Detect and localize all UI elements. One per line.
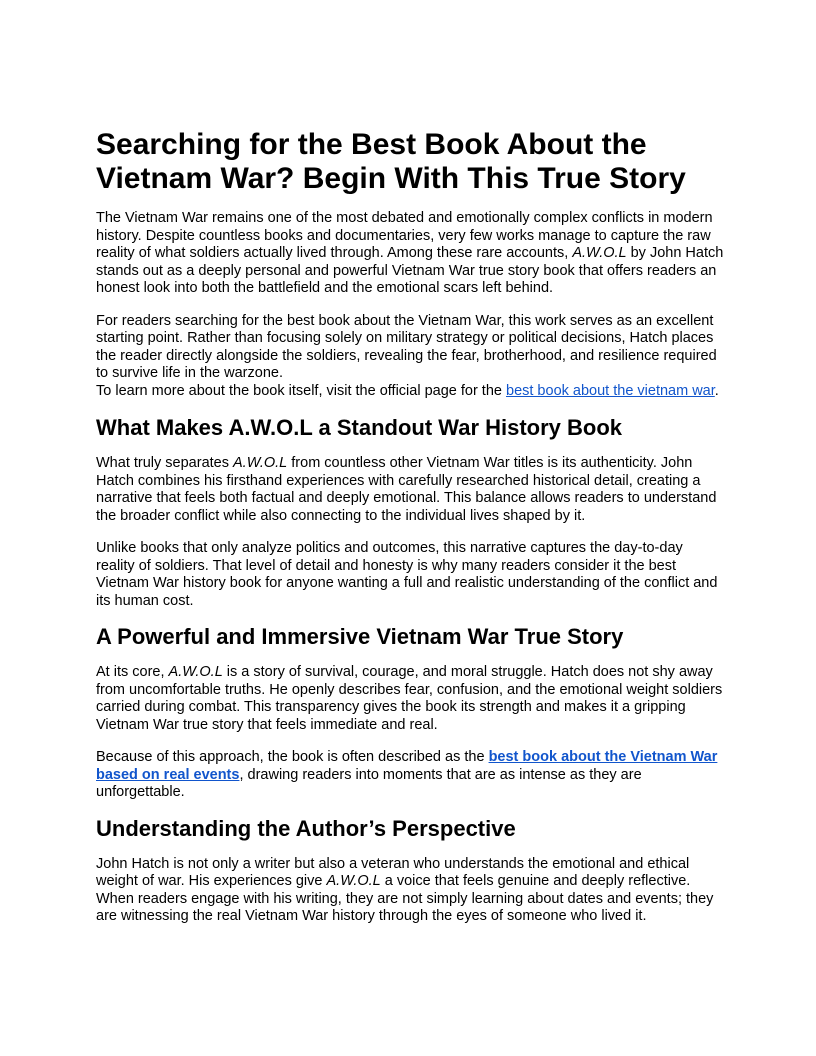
section-heading-standout: What Makes A.W.O.L a Standout War History Book — [96, 415, 623, 440]
section2-p2-text-start: Because of this approach, the book is often described as the — [96, 749, 489, 765]
intro-paragraph-1 — [96, 210, 724, 298]
best-book-real-events-link[interactable]: best book about the Vietnam War based on real events — [96, 749, 718, 783]
section2-p2-text-end: , drawing readers into moments that are as intense as they are unforgettable. — [96, 766, 642, 800]
intro-p1-text-end: by John Hatch stands out as a deeply personal and powerful Vietnam War true story book that offers readers an honest look into both the battlefield and the emotional scars left behind. — [96, 245, 724, 296]
intro-p3-text-end: . — [714, 382, 719, 399]
section1-p1-text-end: from countless other Vietnam War titles is its authenticity. John Hatch combines his firsthand experiences with carefully researched historical detail, creating a narrative that feels both factual and deeply emotional. This balance allows readers to understand the broader conflict while also connecting to the individual lives shaped by it. — [96, 455, 717, 524]
book-title-italic: A.W.O.L — [572, 245, 627, 261]
section2-p1-text-end: is a story of survival, courage, and moral struggle. Hatch does not shy away from uncomfortable truths. He openly describes fear, confusion, and the emotional weight soldiers carried during combat. This transparency gives the book its strength and makes it a gripping Vietnam War true story that feels immediate and real. — [96, 664, 723, 733]
book-title-italic: A.W.O.L — [233, 455, 288, 471]
section2-paragraph-2 — [96, 749, 724, 802]
section2-p1-text-start: At its core, — [96, 664, 169, 680]
section3-p1-text-end: a voice that feels genuine and deeply reflective. When readers engage with his writing, they are not simply learning about dates and events; they are witnessing the real Vietnam War history through the eyes of someone who lived it. — [96, 873, 714, 924]
book-title-italic: A.W.O.L — [168, 664, 223, 680]
section3-p1-text-start: John Hatch is not only a writer but also a veteran who understands the emotional and ethical weight of war. His experiences give — [96, 855, 690, 889]
section1-paragraph-1 — [96, 455, 724, 525]
book-title-italic: A.W.O.L — [326, 873, 381, 889]
page-title: Searching for the Best Book About the Vietnam War? Begin With This True Story — [96, 128, 686, 195]
intro-paragraph-2: For readers searching for the best book about the Vietnam War, this work serves as an excellent starting point. Rather than focusing solely on military strategy or political decisions, Hatch places the reader directly alongside the soldiers, revealing the fear, brotherhood, and resilience required to survive life in the warzone. — [96, 312, 717, 381]
intro-p1-text-start: The Vietnam War remains one of the most debated and emotionally complex conflicts in modern history. Despite countless books and documentaries, very few works manage to capture the raw reality of what soldiers actually lived through. Among these rare accounts, — [96, 210, 713, 261]
section3-paragraph-1 — [96, 856, 724, 926]
document-page — [96, 128, 724, 926]
best-book-link[interactable]: best book about the vietnam war — [506, 382, 715, 399]
intro-paragraph-3 — [96, 383, 724, 401]
section1-paragraph-2: Unlike books that only analyze politics and outcomes, this narrative captures the day-to-day reality of soldiers. That level of detail and honesty is why many readers consider it the best Vietnam War history book for anyone wanting a full and realistic understanding of the conflict and its human cost. — [96, 540, 718, 609]
section-heading-immersive: A Powerful and Immersive Vietnam War True Story — [96, 624, 624, 649]
section1-p1-text-start: What truly separates — [96, 455, 233, 471]
section2-paragraph-1 — [96, 664, 724, 734]
intro-p3-text-start: To learn more about the book itself, visit the official page for the — [96, 382, 506, 399]
section-heading-author: Understanding the Author’s Perspective — [96, 815, 516, 841]
